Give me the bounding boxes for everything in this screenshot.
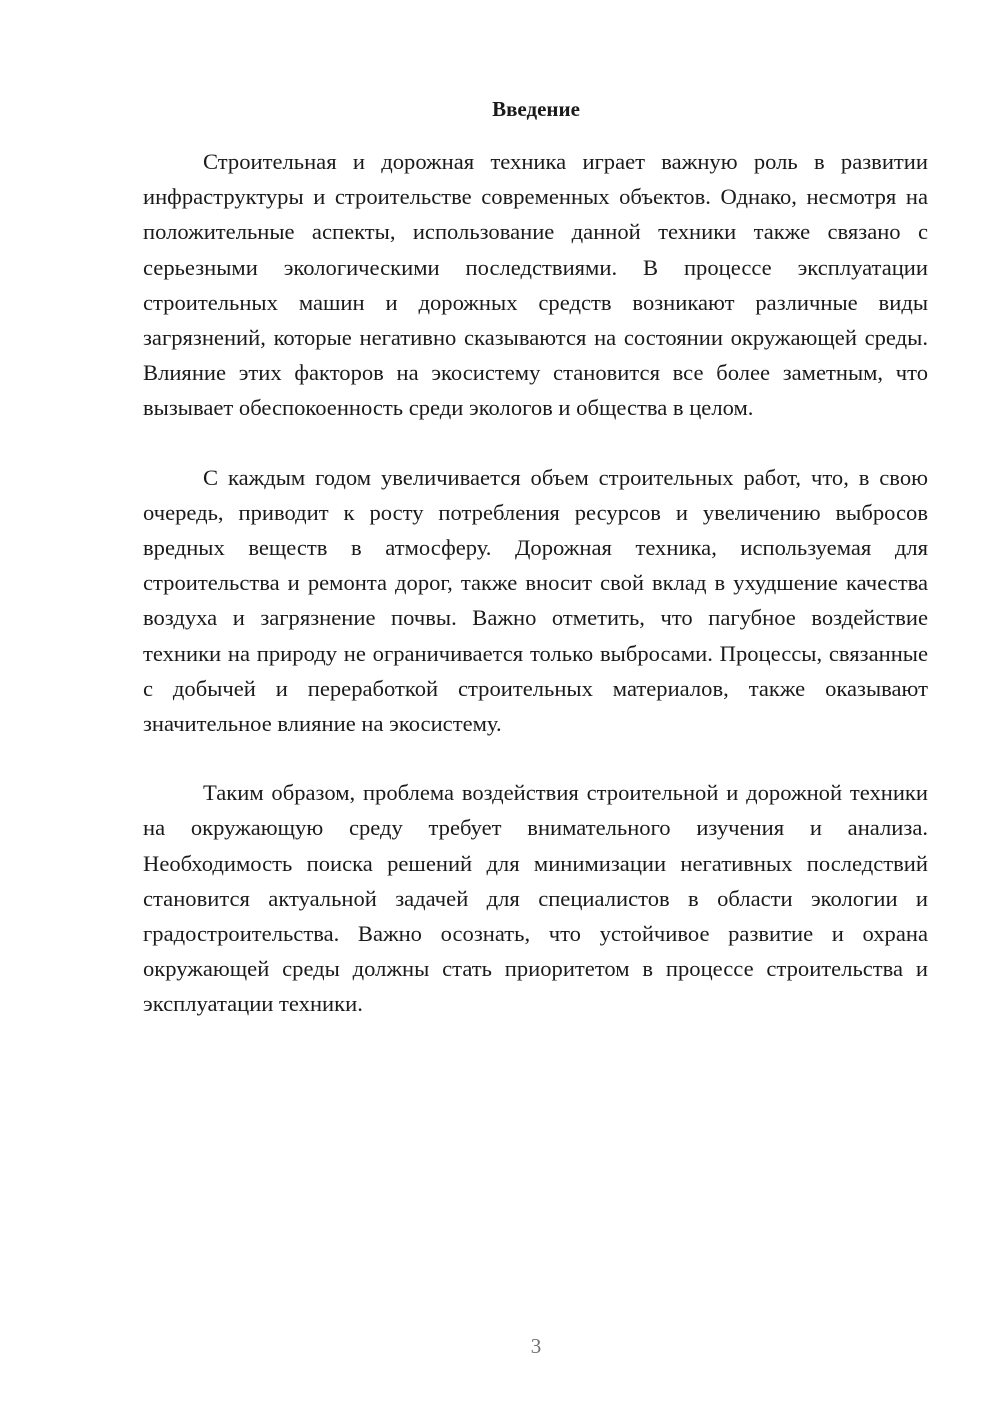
paragraph-1: Строительная и дорожная техника играет важную роль в развитии инфраструктуры и строительстве современных объектов. Однако, несмотря на положительные аспекты, использование данной техники также связано с серьезными экологическими последствиями. В процессе эксплуатации строительных машин и дорожных средств возникают различные виды загрязнений, которые негативно сказываются на состоянии окружающей среды. Влияние этих факторов на экосистему становится все более заметным, что вызывает обеспокоенность среди экологов и общества в целом. (143, 149, 928, 421)
section-title: Введение (492, 97, 580, 121)
paragraph-3: Таким образом, проблема воздействия строительной и дорожной техники на окружающую среду требует внимательного изучения и анализа. Необходимость поиска решений для минимизации негативных последствий становится актуальной задачей для специалистов в области экологии и градостроительства. Важно осознать, что устойчивое развитие и охрана окружающей среды должны стать приоритетом в процессе строительства и эксплуатации техники. (143, 780, 928, 1017)
page-number: 3 (530, 1334, 542, 1358)
paragraph-2: С каждым годом увеличивается объем строительных работ, что, в свою очередь, приводит к росту потребления ресурсов и увеличению выбросов вредных веществ в атмосферу. Дорожная техника, используемая для строительства и ремонта дорог, также вносит свой вклад в ухудшение качества воздуха и загрязнение почвы. Важно отметить, что пагубное воздействие техники на природу не ограничивается только выбросами. Процессы, связанные с добычей и переработкой строительных материалов, также оказывают значительное влияние на экосистему. (143, 464, 928, 737)
document-body (143, 144, 928, 1022)
